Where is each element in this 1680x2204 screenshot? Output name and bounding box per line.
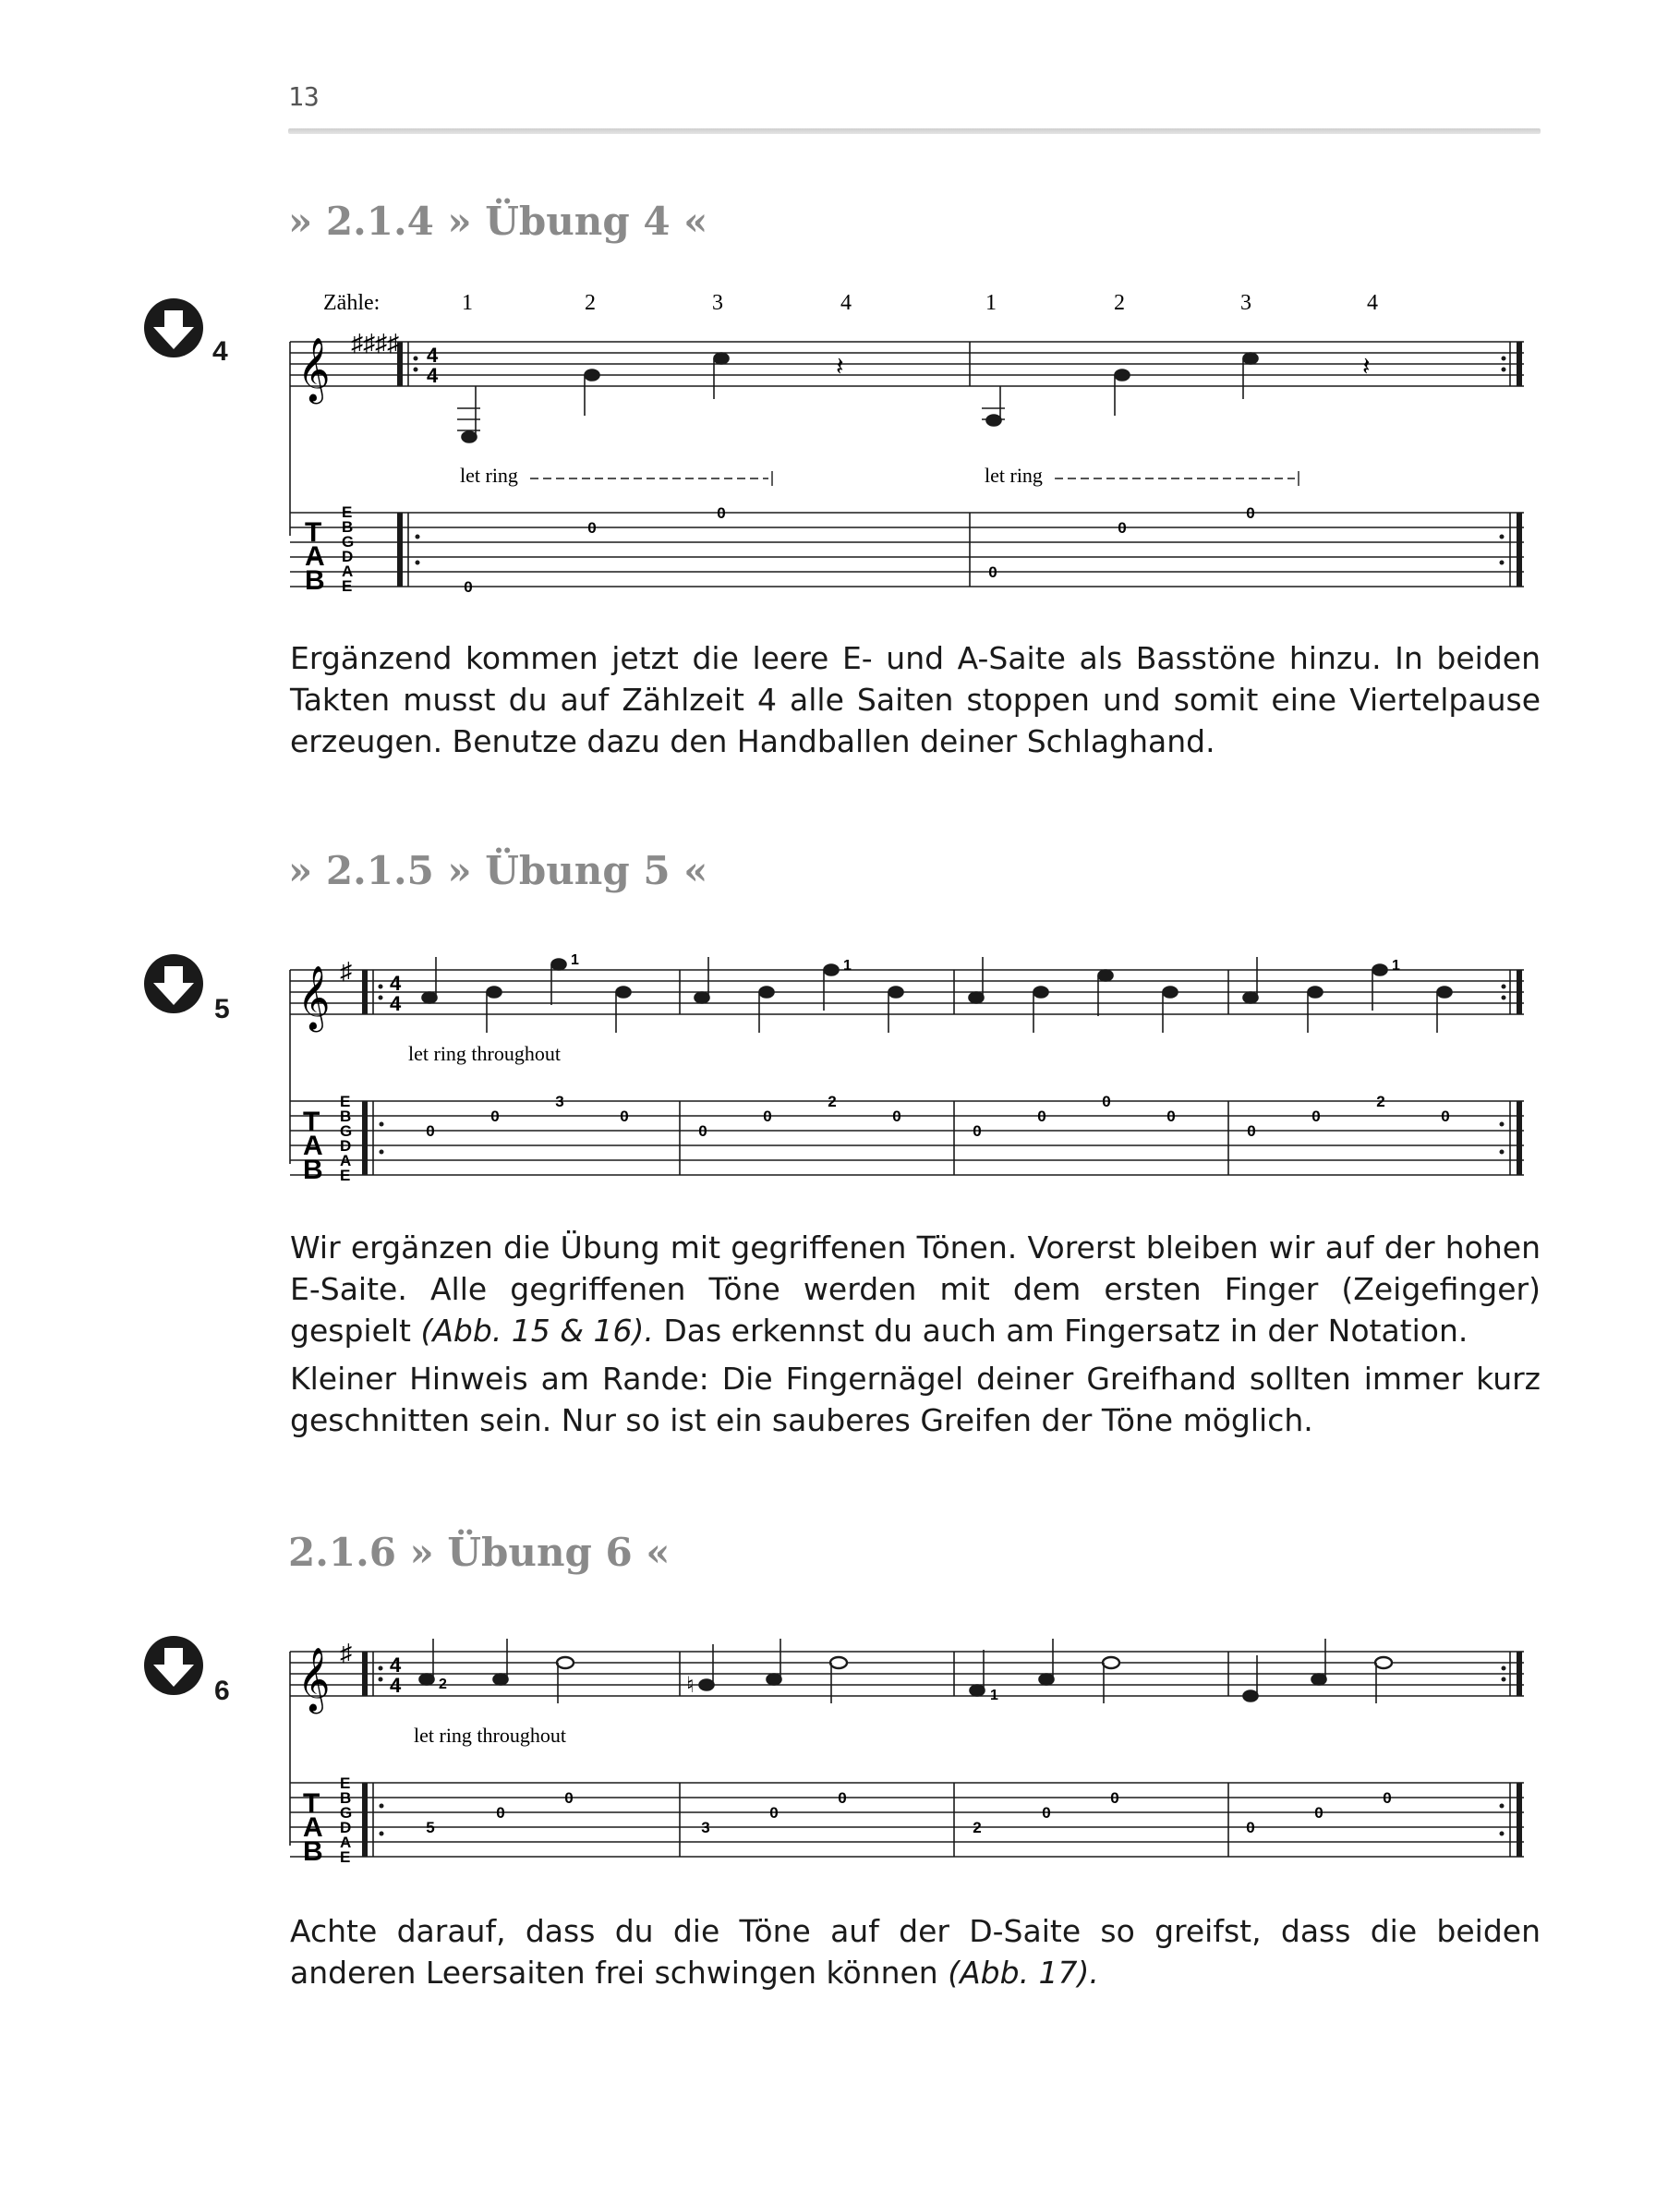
fingering: 2 xyxy=(439,1677,447,1692)
tab-number: 0 xyxy=(564,1789,574,1807)
note xyxy=(1243,1690,1258,1701)
tab-number: 0 xyxy=(838,1789,847,1807)
svg-text:4: 4 xyxy=(390,992,402,1015)
key-signature: ♯♯♯♯ xyxy=(351,330,399,357)
fingering: 1 xyxy=(990,1688,998,1703)
time-signature: 4 xyxy=(390,1653,402,1677)
svg-text:4: 4 xyxy=(390,1674,402,1697)
tab-number: 2 xyxy=(1376,1093,1385,1110)
fingering: 1 xyxy=(843,958,852,974)
let-ring-1: let ring xyxy=(460,464,518,487)
string-name: G xyxy=(340,1804,353,1822)
string-name: E xyxy=(340,1167,351,1184)
tab-number: 0 xyxy=(1314,1804,1323,1822)
fingering: 1 xyxy=(1392,958,1400,974)
note xyxy=(551,959,566,970)
tab-number: 0 xyxy=(698,1122,707,1140)
svg-text:4: 4 xyxy=(427,364,439,387)
string-name: E xyxy=(340,1093,351,1110)
note xyxy=(1033,987,1048,998)
note xyxy=(493,1674,508,1685)
note xyxy=(616,987,631,998)
tab-number: 0 xyxy=(1102,1093,1111,1110)
tab-staff xyxy=(290,1783,1524,1857)
tab-number: 0 xyxy=(1042,1804,1051,1822)
string-name: D xyxy=(340,1819,352,1836)
tab-staff xyxy=(290,1101,1524,1175)
natural-sign: ♮ xyxy=(686,1674,695,1698)
count-4: 4 xyxy=(840,291,852,315)
note-e-high xyxy=(714,353,729,399)
track-number: 5 xyxy=(214,994,230,1024)
note xyxy=(1308,987,1323,998)
note xyxy=(824,964,839,975)
tab-letter-b: B xyxy=(303,1155,323,1185)
note-a-low xyxy=(982,386,1005,426)
count-7: 3 xyxy=(1240,291,1251,315)
tab-number: 0 xyxy=(464,578,473,596)
string-name: A xyxy=(340,1834,352,1851)
tab-number: 0 xyxy=(1246,1819,1255,1836)
track-number: 6 xyxy=(214,1676,230,1706)
fingering: 1 xyxy=(571,952,579,968)
tab-number: 0 xyxy=(620,1108,629,1125)
note xyxy=(767,1674,781,1685)
tab-number: 3 xyxy=(555,1093,564,1110)
track-number: 4 xyxy=(212,336,228,367)
tab-number: 0 xyxy=(1383,1789,1392,1807)
tab-number: 0 xyxy=(490,1108,500,1125)
tab-number: 0 xyxy=(1311,1108,1321,1125)
string-name: D xyxy=(340,1137,352,1155)
tab-number: 0 xyxy=(1118,519,1127,537)
string-name: E xyxy=(342,503,353,521)
tab-number: 0 xyxy=(426,1122,435,1140)
time-signature: 4 xyxy=(390,972,402,995)
tab-number: 0 xyxy=(973,1122,982,1140)
note xyxy=(422,992,437,1003)
tab-number: 0 xyxy=(763,1108,772,1125)
section-heading-2-1-4: » 2.1.4 » Übung 4 « xyxy=(288,199,708,244)
tab-number: 0 xyxy=(1441,1108,1450,1125)
count-3: 3 xyxy=(712,291,723,315)
note xyxy=(1311,1674,1326,1685)
note xyxy=(969,992,984,1003)
note xyxy=(1372,964,1387,975)
tab-number: 0 xyxy=(1247,1122,1256,1140)
tab-number: 2 xyxy=(973,1819,982,1836)
let-ring-2: let ring xyxy=(985,464,1043,487)
quarter-rest: 𝄽 xyxy=(836,353,844,381)
audio-track-icon[interactable] xyxy=(144,298,203,357)
header-rule xyxy=(288,128,1541,134)
note xyxy=(1375,1657,1392,1668)
string-name: G xyxy=(340,1122,353,1140)
treble-clef: 𝄞 xyxy=(297,1649,331,1710)
note xyxy=(695,992,709,1003)
staff xyxy=(290,1652,1524,1846)
string-name: E xyxy=(340,1848,351,1866)
note xyxy=(557,1657,574,1668)
note xyxy=(487,987,502,998)
key-signature: ♯ xyxy=(340,958,352,985)
string-name: D xyxy=(342,548,354,565)
note xyxy=(1243,992,1258,1003)
string-name: A xyxy=(342,563,354,580)
tab-number: 2 xyxy=(828,1093,837,1110)
tab-number: 0 xyxy=(496,1804,505,1822)
count-2: 2 xyxy=(585,291,596,315)
tab-number: 3 xyxy=(701,1819,710,1836)
tab-number: 0 xyxy=(1246,504,1255,522)
string-name: E xyxy=(342,577,353,595)
count-label: Zähle: xyxy=(323,291,381,315)
paragraph: Wir ergänzen die Übung mit gegriffenen Tönen. Vorerst bleiben wir auf der hohen E-Saite. Alle gegriffenen Töne werden mit dem ersten Finger (Zeigefinger) gespielt (Abb. 15 & 16). Das erkennst du auch am Fingersatz in der Notation. xyxy=(290,1229,1541,1349)
exercise-4-notation xyxy=(0,268,1680,619)
string-name: B xyxy=(340,1108,352,1125)
string-name: G xyxy=(342,533,355,551)
tab-letter-t: T xyxy=(303,1788,320,1819)
count-8: 4 xyxy=(1367,291,1378,315)
section-heading-2-1-6: 2.1.6 » Übung 6 « xyxy=(288,1530,671,1575)
note-b xyxy=(1115,369,1130,416)
paragraph: Achte darauf, dass du die Töne auf der D-Saite so greifst, dass die beiden anderen Leersaiten frei schwingen können (Abb. 17). xyxy=(290,1913,1541,1991)
count-6: 2 xyxy=(1114,291,1125,315)
let-ring-throughout: let ring throughout xyxy=(408,1042,561,1065)
page-number: 13 xyxy=(288,81,320,112)
tab-letter-b: B xyxy=(305,565,325,596)
note xyxy=(1098,970,1113,981)
tab-letter-a: A xyxy=(303,1131,323,1161)
count-1: 1 xyxy=(462,291,473,315)
tab-number: 0 xyxy=(892,1108,901,1125)
note xyxy=(699,1679,714,1690)
tab-letter-t: T xyxy=(305,517,322,548)
let-ring-throughout: let ring throughout xyxy=(414,1724,566,1747)
audio-track-icon[interactable] xyxy=(144,1636,203,1695)
tab-letter-t: T xyxy=(303,1107,320,1137)
tab-number: 0 xyxy=(1166,1108,1176,1125)
string-name: B xyxy=(342,518,354,536)
tab-number: 0 xyxy=(587,519,597,537)
note xyxy=(970,1685,985,1696)
audio-track-icon[interactable] xyxy=(144,954,203,1013)
tab-number: 0 xyxy=(988,563,997,581)
note xyxy=(830,1657,847,1668)
exercise-5-notation xyxy=(0,933,1680,1210)
staff xyxy=(290,970,1524,1164)
string-name: B xyxy=(340,1789,352,1807)
treble-clef: 𝄞 xyxy=(297,339,331,400)
note xyxy=(419,1674,434,1685)
tab-number: 0 xyxy=(717,504,726,522)
note xyxy=(888,987,903,998)
count-5: 1 xyxy=(985,291,997,315)
tab-number: 0 xyxy=(1037,1108,1046,1125)
note-e-low xyxy=(457,386,480,442)
string-name: A xyxy=(340,1152,352,1169)
tab-number: 0 xyxy=(769,1804,779,1822)
note xyxy=(1437,987,1452,998)
tab-number: 5 xyxy=(426,1819,435,1836)
tab-letter-b: B xyxy=(303,1836,323,1867)
quarter-rest: 𝄽 xyxy=(1362,353,1371,381)
paragraph: Ergänzend kommen jetzt die leere E- und A-Saite als Basstöne hinzu. In beiden Takten musst du auf Zählzeit 4 alle Saiten stoppen und somit eine Viertelpause erzeugen. Benutze dazu den Handballen deiner Schlaghand. xyxy=(290,640,1541,759)
tab-letter-a: A xyxy=(303,1812,323,1843)
treble-clef: 𝄞 xyxy=(297,967,331,1028)
tab-staff xyxy=(290,513,1524,587)
paragraph: Kleiner Hinweis am Rande: Die Fingernägel deiner Greifhand sollten immer kurz geschnitten sein. Nur so ist ein sauberes Greifen der Töne möglich. xyxy=(290,1361,1541,1438)
string-name: E xyxy=(340,1774,351,1792)
note xyxy=(1039,1674,1054,1685)
tab-number: 0 xyxy=(1110,1789,1119,1807)
key-signature: ♯ xyxy=(340,1640,352,1666)
section-heading-2-1-5: » 2.1.5 » Übung 5 « xyxy=(288,848,708,893)
tab-letter-a: A xyxy=(305,541,325,572)
note-b xyxy=(585,369,599,416)
exercise-6-notation xyxy=(0,1615,1680,1892)
note xyxy=(1103,1657,1119,1668)
time-signature: 4 xyxy=(427,344,439,367)
note xyxy=(759,987,774,998)
note xyxy=(1163,987,1178,998)
note-e-high xyxy=(1243,353,1258,399)
